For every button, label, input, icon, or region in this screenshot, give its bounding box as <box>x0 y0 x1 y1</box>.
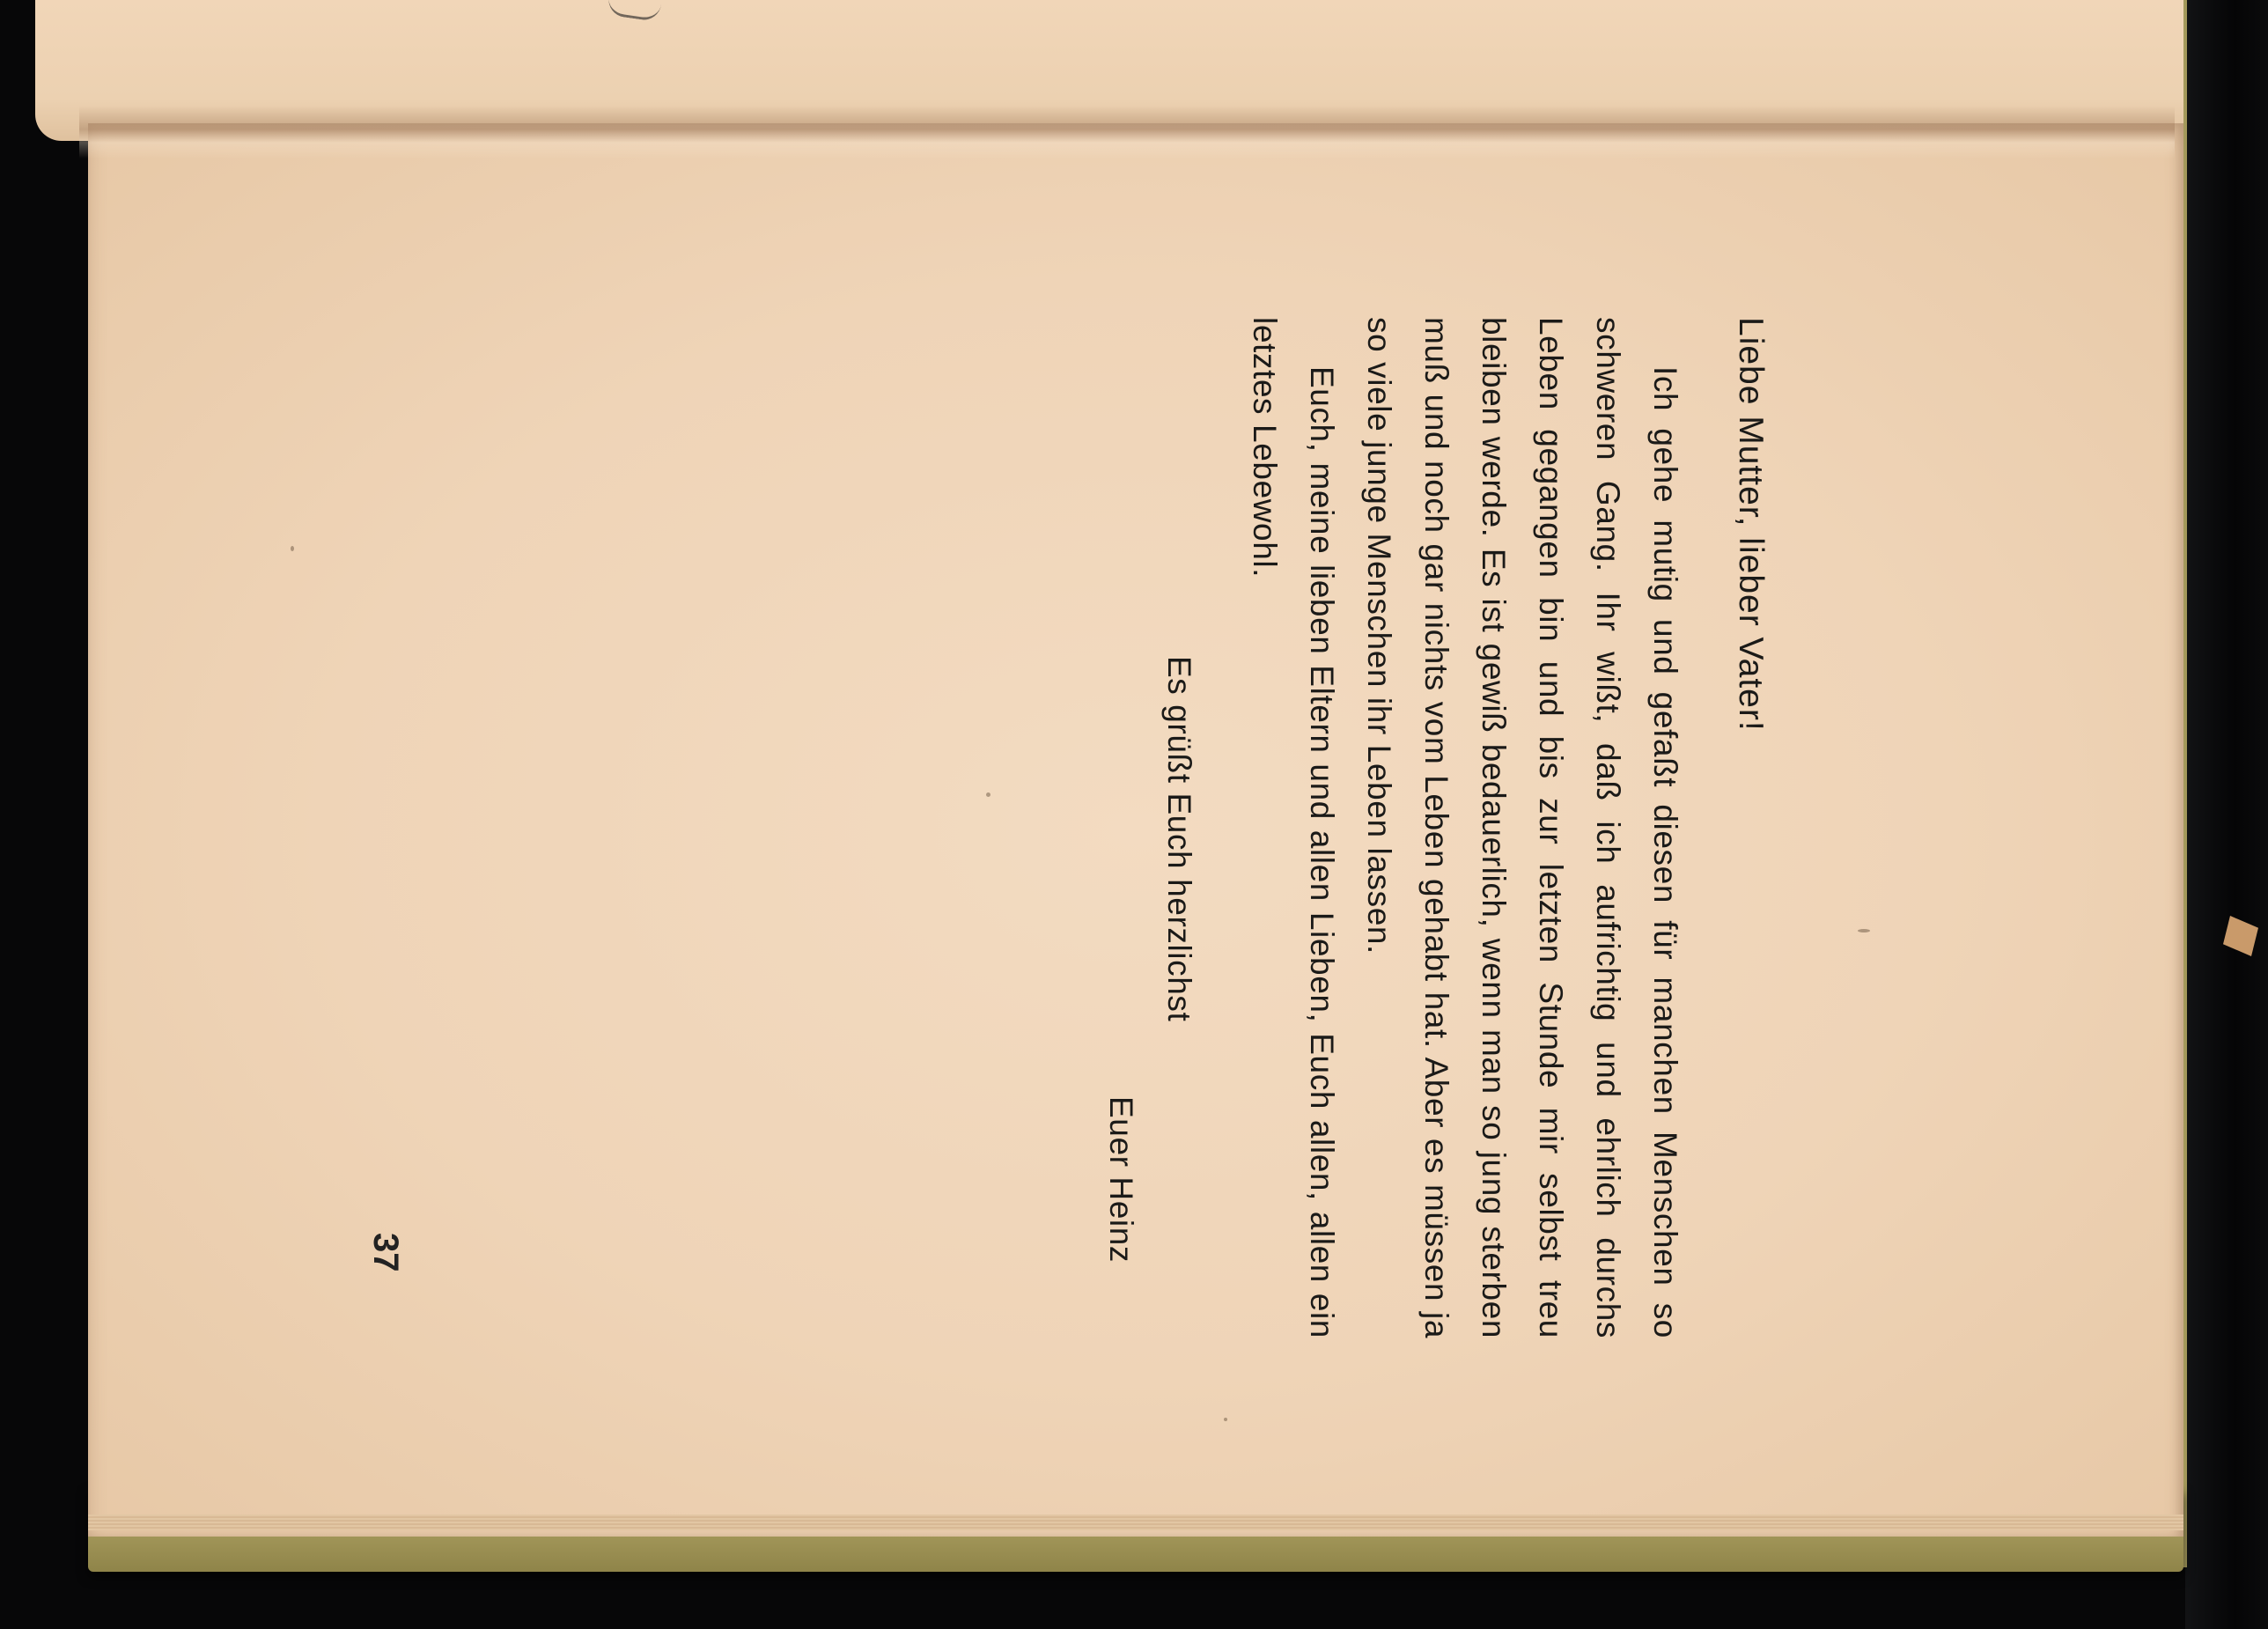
paper-speck <box>291 546 294 551</box>
letter-text-block <box>1103 317 1770 1374</box>
letter-paragraph-1: Ich gehe mutig und gefaßt diesen für manchen Menschen so schweren Gang. Ihr wißt, daß ich aufrichtig und ehrlich durchs Leben gegangen bin und bis zur letzten Stunde mir selbst treu bleiben werde. Es ist gewiß bedauerlich, wenn man so jung sterben muß und noch gar nichts vom Leben gehabt hat. Aber es müssen ja so viele junge Menschen ihr Leben lassen. <box>1361 317 1683 1338</box>
page-number: 37 <box>366 1233 405 1272</box>
paper-speck <box>1858 929 1870 932</box>
page-fore-edge <box>88 1515 2183 1530</box>
letter-paragraph-2: Euch, meine lieben Eltern und allen Lieben, Euch allen, allen ein letztes Lebewohl. <box>1247 317 1340 1338</box>
spine-shadow <box>79 106 2175 158</box>
paper-speck <box>1224 1418 1227 1421</box>
table-background <box>2185 0 2268 1629</box>
letter-salutation: Liebe Mutter, lieber Vater! <box>1732 317 1770 732</box>
letter-signature: Euer Heinz <box>1103 1096 1139 1264</box>
paper-speck <box>986 792 990 797</box>
letter-closing: Es grüßt Euch herzlichst <box>1161 656 1197 1022</box>
